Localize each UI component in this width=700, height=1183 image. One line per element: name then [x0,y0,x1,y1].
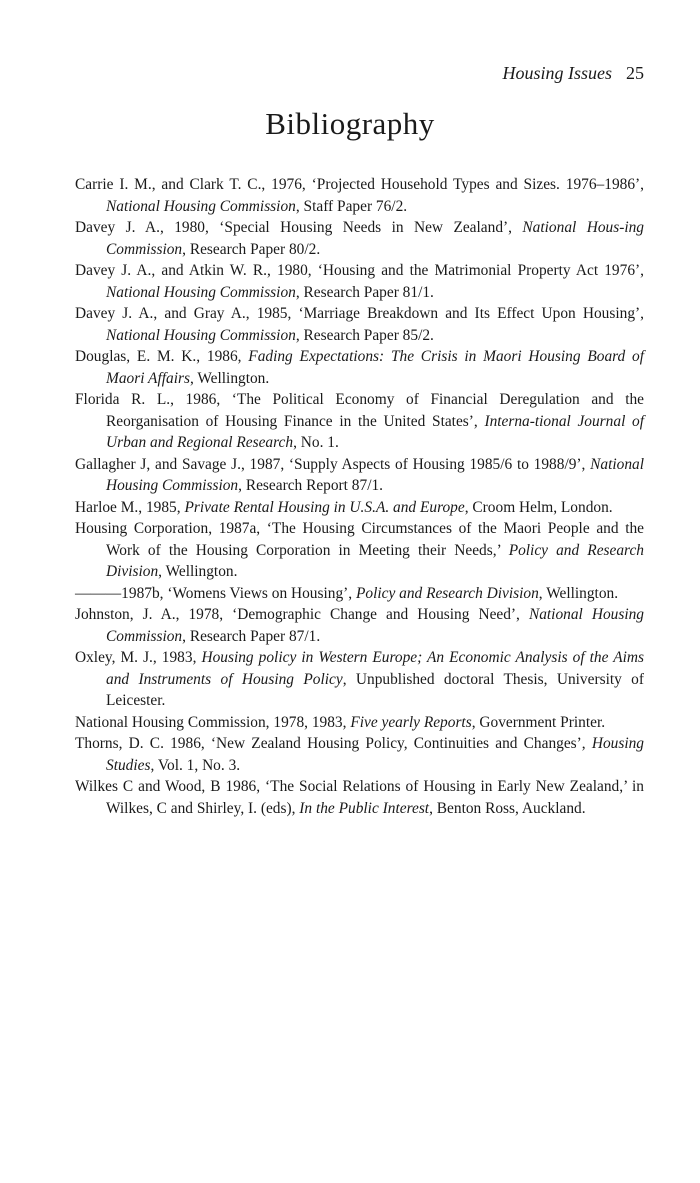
entry-italic-text: In the Public Interest [299,799,430,817]
bibliography-entry [75,217,644,260]
bibliography-entry [75,733,644,776]
bibliography-entry [75,518,644,583]
entry-text: , Research Paper 85/2. [295,326,434,344]
entry-text: , Wellington. [189,369,270,387]
entry-italic-text: National Housing Commission [106,606,644,645]
entry-italic-text: Housing policy in Western Europe; An Economic Analysis of the Aims and Instruments of Housing Policy [106,649,644,688]
running-head-title: Housing Issues [502,63,612,83]
entry-text: , Research Paper 87/1. [182,627,321,645]
bibliography-entry [75,647,644,712]
entry-text: Thorns, D. C. 1986, ‘New Zealand Housing Policy, Continuities and Changes’, [75,735,592,752]
bibliography-entry [75,346,644,389]
entry-italic-text: National Housing Commission [106,283,296,301]
entry-text: Davey J. A., and Atkin W. R., 1980, ‘Housing and the Matrimonial Property Act 1976’, [75,262,644,279]
entry-text: Florida R. L., 1986, ‘The Political Economy of Financial Deregulation and the Reorganisation of Housing Finance in the United States’, [75,391,644,430]
entry-italic-text: National Hous-ing Commission [106,219,645,258]
bibliography-entry [75,174,644,217]
entry-text: , Wellington. [158,563,238,580]
entry-text: Housing Corporation, 1987a, ‘The Housing Circumstances of the Maori People and the Work of the Housing Corporation in Meeting their Needs,’ [75,520,644,559]
bibliography-entry [75,389,644,454]
entry-text: , Research Paper 80/2. [182,240,321,258]
entry-text: Carrie I. M., and Clark T. C., 1976, ‘Projected Household Types and Sizes. 1976–1986’, [75,176,644,193]
bibliography-entry [75,497,644,519]
entry-text: Davey J. A., 1980, ‘Special Housing Needs in New Zealand’, [75,219,523,236]
entry-text: , Benton Ross, Auckland. [429,799,586,817]
page-title: Bibliography [265,106,435,141]
entry-italic-text: Policy and Research Division [355,584,539,602]
entry-text: , Croom Helm, London. [464,498,613,516]
entry-italic-text: Housing Studies [106,735,644,774]
bibliography-entry [75,454,644,497]
entry-text: , Staff Paper 76/2. [295,197,408,215]
entry-text: Davey J. A., and Gray A., 1985, ‘Marriage Breakdown and Its Effect Upon Housing’, [75,305,644,322]
bibliography-entry [75,604,644,647]
entry-italic-text: Interna-tional Journal of Urban and Regional Research [106,412,644,451]
entry-text: Harloe M., 1985, [75,498,185,516]
entry-italic-text: National Housing Commission [106,197,296,215]
entry-text: Wilkes C and Wood, B 1986, ‘The Social Relations of Housing in Early New Zealand,’ in Wilkes, C and Shirley, I. (eds), [75,778,644,817]
bibliography-entry [75,712,644,734]
entry-text: Johnston, J. A., 1978, ‘Demographic Change and Housing Need’, [75,606,529,623]
entry-italic-text: Policy and Research Division [106,541,644,580]
running-head [502,62,644,84]
entry-italic-text: Fading Expectations: The Crisis in Maori Housing Board of Maori Affairs [106,348,645,387]
entry-text: ———1987b, ‘Womens Views on Housing’, [75,584,356,602]
bibliography-entry [75,260,644,303]
bibliography-entry [75,583,644,605]
entry-text: Gallagher J, and Savage J., 1987, ‘Supply Aspects of Housing 1985/6 to 1988/9’, [75,455,591,473]
entry-italic-text: Five yearly Reports [350,713,472,731]
entry-text: , Government Printer. [471,713,606,731]
bibliography-list [75,174,644,819]
entry-italic-text: National Housing Commission [106,455,644,494]
entry-text: National Housing Commission, 1978, 1983, [75,713,351,731]
entry-text: , Vol. 1, No. 3. [150,756,241,774]
entry-italic-text: Private Rental Housing in U.S.A. and Europe [184,498,465,516]
bibliography-entry [75,303,644,346]
entry-text: , Research Report 87/1. [238,477,384,494]
entry-text: Oxley, M. J., 1983, [75,649,202,666]
entry-text: , Wellington. [538,584,619,602]
page-number: 25 [626,63,644,83]
entry-text: Douglas, E. M. K., 1986, [75,348,249,365]
entry-text: , Unpublished doctoral Thesis, University of Leicester. [106,670,645,709]
entry-italic-text: National Housing Commission [106,326,296,344]
bibliography-entry [75,776,644,819]
entry-text: , Research Paper 81/1. [295,283,434,301]
entry-text: , No. 1. [293,434,339,451]
